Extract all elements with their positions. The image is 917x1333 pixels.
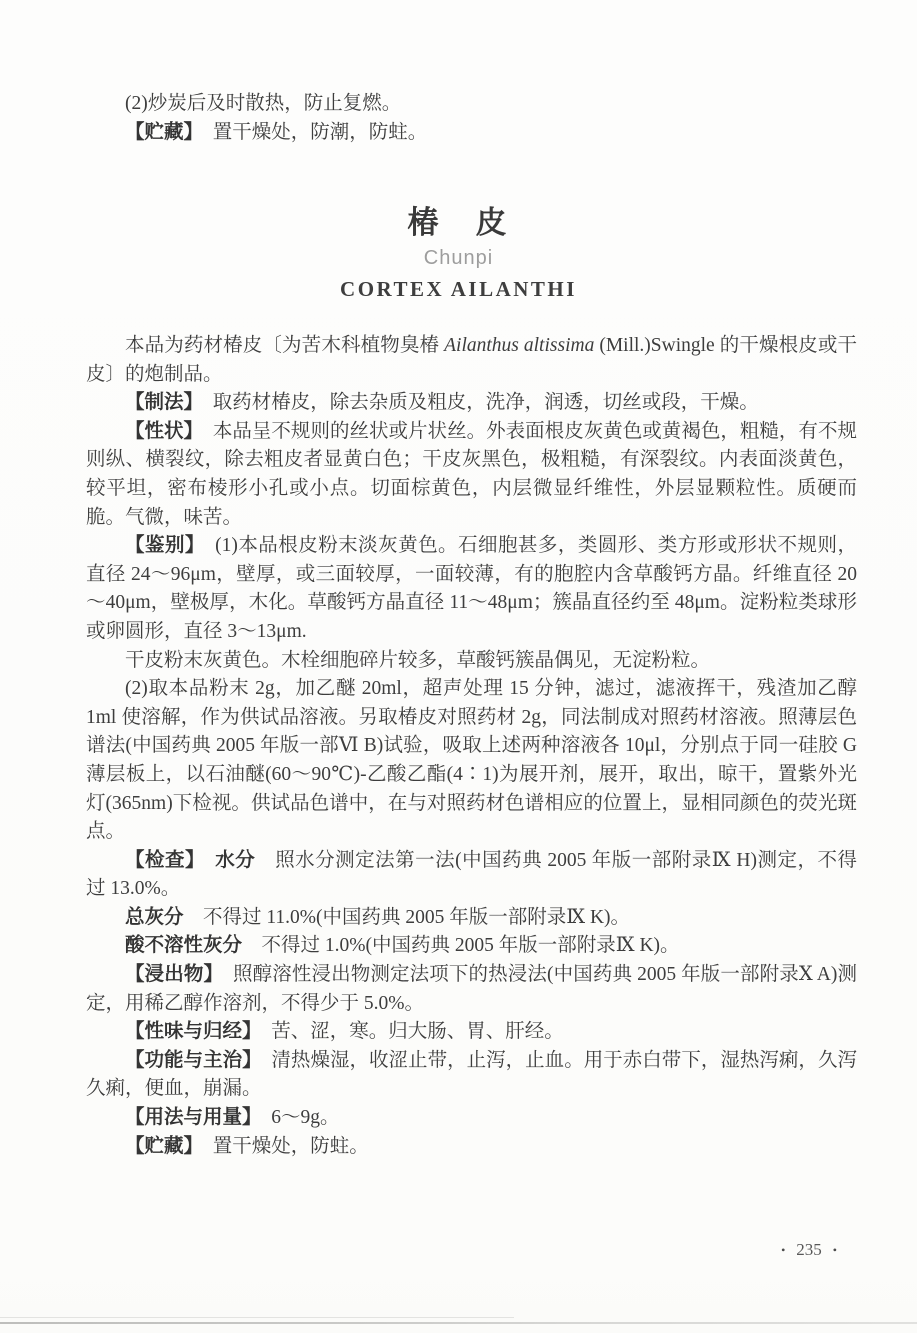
text-run: 置干燥处，防蛀。 xyxy=(193,1135,369,1157)
paragraph xyxy=(86,1047,857,1104)
paragraph xyxy=(86,532,857,646)
paragraph xyxy=(86,418,857,532)
text-run: (2)取本品粉末 2g，加乙醚 20ml，超声处理 15 分钟，滤过，滤液挥干，残渣加乙醇 1ml 使溶解，作为供试品溶液。另取椿皮对照药材 2g，同法制成对照药材溶液。照薄层色谱法(中国药典 2005 年版一部Ⅵ B)试验，吸取上述两种溶液各 10μl，分别点于同一硅胶 G 薄层板上，以石油醚(60～90℃)-乙酸乙酯(4∶1)为展开剂，展开，取出，晾干，置紫外光灯(365nm)下检视。供试品色谱中，在与对照药材色谱相应的位置上，显相同颜色的荧光斑点。 xyxy=(86,678,857,843)
text-run: 照水分测定法第一法(中国药典 2005 年版一部附录Ⅸ H)测定，不得过 13.0%。 xyxy=(86,849,857,900)
text-run: 照醇溶性浸出物测定法项下的热浸法(中国药典 2005 年版一部附录Ⅹ A)测定，用稀乙醇作溶剂，不得少于 5.0%。 xyxy=(86,964,857,1014)
previous-monograph-tail xyxy=(86,90,857,147)
species-name: Ailanthus altissima xyxy=(444,335,595,356)
text-run: (2)炒炭后及时散热，防止复燃。 xyxy=(125,93,402,114)
text-run: 置干燥处，防潮，防蛀。 xyxy=(193,121,428,143)
monograph-title-chinese: 椿 皮 xyxy=(407,205,510,240)
text-run: 清热燥湿，收涩止带，止泻，止血。用于赤白带下，湿热泻痢，久泻久痢，便血，崩漏。 xyxy=(86,1049,857,1100)
text-run: 不得过 1.0%(中国药典 2005 年版一部附录Ⅸ K)。 xyxy=(242,935,680,957)
monograph-body xyxy=(86,332,857,1161)
paragraph xyxy=(86,90,857,119)
footer-dot-left: • xyxy=(781,1243,786,1257)
section-label: 【浸出物】 xyxy=(125,964,214,986)
scan-edge-artifact xyxy=(0,1322,917,1324)
monograph-title-pinyin: Chunpi xyxy=(423,247,494,269)
text-run: 取药材椿皮，除去杂质及粗皮，洗净，润透，切丝或段，干燥。 xyxy=(193,392,759,414)
paragraph xyxy=(86,932,857,961)
section-label: 水分 xyxy=(215,849,256,871)
text-run: 本品呈不规则的丝状或片状丝。外表面根皮灰黄色或黄褐色，粗糙，有不规则纵、横裂纹，除去粗皮者显黄白色；干皮灰黑色，极粗糙，有深裂纹。内表面淡黄色，较平坦，密布棱形小孔或小点。切面棕黄色，内层微显纤维性，外层显颗粒性。质硬而脆。气微，味苦。 xyxy=(86,420,857,528)
footer-dot-right: • xyxy=(832,1243,837,1257)
section-label: 【功能与主治】 xyxy=(125,1049,252,1071)
section-label: 【贮藏】 xyxy=(125,1135,194,1157)
page-footer xyxy=(781,1240,837,1260)
paragraph xyxy=(86,647,857,676)
text-run: 6～9g。 xyxy=(251,1107,340,1129)
paragraph xyxy=(86,119,857,148)
text-run: (Mill.)Swingle 的干燥根皮或干皮〕的炮制品。 xyxy=(86,335,858,385)
text-run xyxy=(195,850,215,871)
paragraph xyxy=(86,1104,857,1133)
monograph-title-latin: CORTEX AILANTHI xyxy=(340,277,577,301)
section-label: 总灰分 xyxy=(125,906,184,928)
paragraph xyxy=(86,904,857,933)
section-label: 【用法与用量】 xyxy=(125,1107,252,1129)
section-label: 【检查】 xyxy=(125,849,196,871)
section-label: 【性状】 xyxy=(125,420,194,442)
page-number: 235 xyxy=(796,1240,822,1259)
section-label: 【贮藏】 xyxy=(125,121,194,143)
text-run: (1)本品根皮粉末淡灰黄色。石细胞甚多，类圆形、类方形或形状不规则，直径 24～96μm，壁厚，或三面较厚，一面较薄，有的胞腔内含草酸钙方晶。纤维直径 20～40μm，壁极厚，木化。草酸钙方晶直径 11～48μm；簇晶直径约至 48μm。淀粉粒类球形或卵圆形，直径 3～13μm. xyxy=(86,535,857,642)
paragraph xyxy=(86,389,857,418)
section-label: 酸不溶性灰分 xyxy=(125,935,243,957)
section-label: 【制法】 xyxy=(125,392,194,414)
paragraph xyxy=(86,961,857,1018)
section-label: 【性味与归经】 xyxy=(125,1021,252,1043)
paragraph xyxy=(86,1018,857,1047)
paragraph xyxy=(86,332,857,389)
paragraph xyxy=(86,675,857,847)
paragraph xyxy=(86,1133,857,1162)
text-run: 苦、涩，寒。归大肠、胃、肝经。 xyxy=(251,1021,564,1043)
section-label: 【鉴别】 xyxy=(125,535,196,557)
scan-edge-artifact-secondary xyxy=(0,1317,514,1318)
paragraph xyxy=(86,847,857,904)
text-run: 干皮粉末灰黄色。木栓细胞碎片较多，草酸钙簇晶偶见，无淀粉粒。 xyxy=(125,649,711,671)
text-run: 不得过 11.0%(中国药典 2005 年版一部附录Ⅸ K)。 xyxy=(183,906,631,928)
text-run: 本品为药材椿皮〔为苦木科植物臭椿 xyxy=(125,335,445,356)
